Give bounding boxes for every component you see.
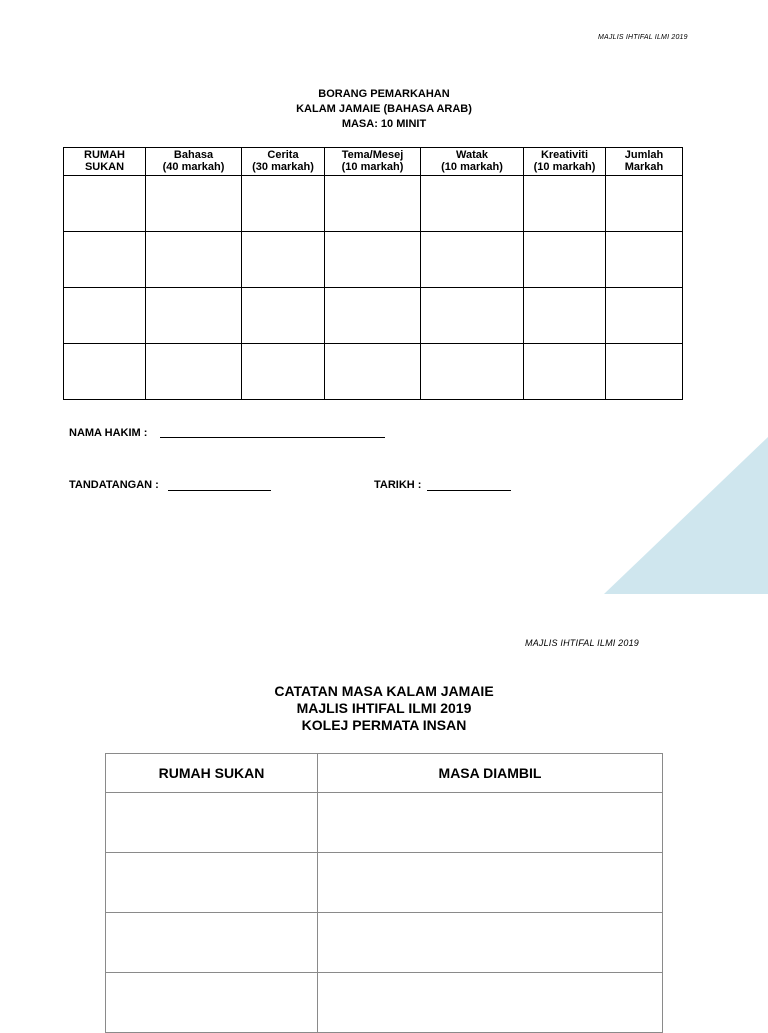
table-row	[64, 232, 683, 288]
table-cell[interactable]	[242, 344, 325, 400]
table-cell[interactable]	[524, 176, 606, 232]
table-cell[interactable]	[146, 176, 242, 232]
table-row	[106, 913, 663, 973]
time-table-header-row	[106, 754, 663, 793]
table-cell[interactable]	[318, 853, 663, 913]
table-cell[interactable]	[421, 344, 524, 400]
table-cell[interactable]	[106, 793, 318, 853]
nama-hakim-label: NAMA HAKIM :	[69, 427, 148, 439]
col-header-watak: Watak (10 markah)	[421, 148, 524, 176]
table-cell[interactable]	[318, 913, 663, 973]
table-cell[interactable]	[318, 793, 663, 853]
decorative-triangle	[604, 437, 768, 594]
table-cell[interactable]	[606, 288, 683, 344]
table-cell[interactable]	[421, 176, 524, 232]
table-cell[interactable]	[606, 176, 683, 232]
page1-title-line: KALAM JAMAIE (BAHASA ARAB)	[296, 103, 472, 115]
tandatangan-label: TANDATANGAN :	[69, 479, 159, 491]
table-row	[64, 344, 683, 400]
table-cell[interactable]	[524, 344, 606, 400]
table-cell[interactable]	[64, 288, 146, 344]
table-cell[interactable]	[146, 288, 242, 344]
table-cell[interactable]	[106, 913, 318, 973]
page1-header-note: MAJLIS IHTIFAL ILMI 2019	[598, 34, 688, 41]
table-row	[106, 793, 663, 853]
col-header-rumah-sukan: RUMAH SUKAN	[106, 754, 318, 793]
page1-title-line: BORANG PEMARKAHAN	[318, 88, 450, 100]
table-cell[interactable]	[106, 853, 318, 913]
tandatangan-line[interactable]	[168, 490, 271, 491]
col-header-rumah-sukan: RUMAH SUKAN	[64, 148, 146, 176]
tarikh-line[interactable]	[427, 490, 511, 491]
nama-hakim-line[interactable]	[160, 437, 385, 438]
page2-title-line: CATATAN MASA KALAM JAMAIE	[274, 683, 494, 699]
col-header-jumlah-markah: Jumlah Markah	[606, 148, 683, 176]
col-header-masa-diambil: MASA DIAMBIL	[318, 754, 663, 793]
table-cell[interactable]	[64, 344, 146, 400]
marking-table	[63, 147, 683, 400]
table-cell[interactable]	[242, 176, 325, 232]
table-row	[64, 288, 683, 344]
table-row	[106, 853, 663, 913]
page2-header-note: MAJLIS IHTIFAL ILMI 2019	[525, 638, 640, 648]
table-cell[interactable]	[421, 288, 524, 344]
table-row	[64, 176, 683, 232]
tarikh-label: TARIKH :	[374, 479, 422, 491]
table-cell[interactable]	[325, 176, 421, 232]
table-cell[interactable]	[606, 344, 683, 400]
time-table	[105, 753, 663, 1033]
table-cell[interactable]	[421, 232, 524, 288]
table-cell[interactable]	[524, 288, 606, 344]
table-cell[interactable]	[524, 232, 606, 288]
col-header-cerita: Cerita (30 markah)	[242, 148, 325, 176]
page2-title-line: MAJLIS IHTIFAL ILMI 2019	[296, 700, 472, 716]
table-cell[interactable]	[606, 232, 683, 288]
page2-title	[0, 683, 768, 734]
table-cell[interactable]	[325, 232, 421, 288]
table-cell[interactable]	[242, 232, 325, 288]
table-cell[interactable]	[325, 288, 421, 344]
page1-title-line: MASA: 10 MINIT	[341, 118, 427, 130]
col-header-kreativiti: Kreativiti (10 markah)	[524, 148, 606, 176]
table-cell[interactable]	[64, 232, 146, 288]
table-cell[interactable]	[242, 288, 325, 344]
table-cell[interactable]	[146, 344, 242, 400]
table-cell[interactable]	[64, 176, 146, 232]
page1-title	[0, 87, 768, 132]
table-cell[interactable]	[146, 232, 242, 288]
marking-table-header-row	[64, 148, 683, 176]
col-header-bahasa: Bahasa (40 markah)	[146, 148, 242, 176]
page2-title-line: KOLEJ PERMATA INSAN	[301, 717, 467, 733]
table-cell[interactable]	[325, 344, 421, 400]
col-header-tema-mesej: Tema/Mesej (10 markah)	[325, 148, 421, 176]
